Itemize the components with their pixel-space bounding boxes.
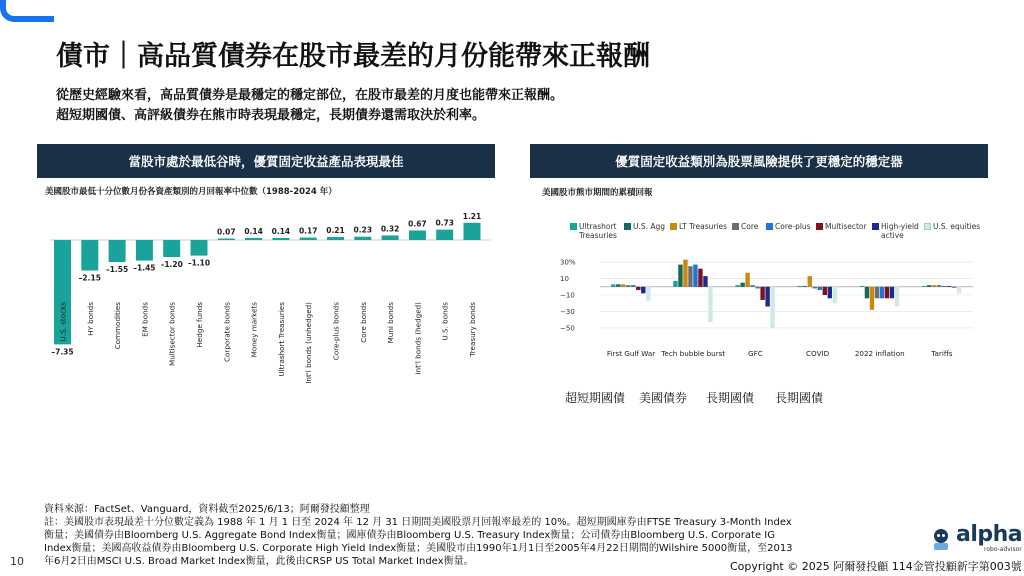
bar: [409, 230, 426, 240]
bar: [631, 285, 635, 287]
bar: [885, 287, 889, 299]
bar: [218, 239, 235, 241]
chart-legend: [570, 222, 990, 244]
category-label: 2022 inflation: [854, 349, 905, 358]
bar: [813, 287, 817, 289]
bond-label-long-treasury-2: 長期國債: [775, 391, 824, 405]
legend-swatch: [732, 223, 739, 230]
bar: [354, 237, 371, 240]
bar: [880, 287, 884, 299]
bar: [688, 266, 692, 287]
legend-swatch: [766, 223, 773, 230]
logo-tagline: robo-advisor: [984, 546, 1022, 553]
category-label: Int'l bonds (unhedged): [304, 302, 314, 384]
bar-value-label: 0.07: [217, 227, 236, 237]
bar: [957, 287, 961, 294]
legend-item: Core: [732, 222, 758, 231]
y-tick-label: 10: [560, 275, 569, 284]
bar: [870, 287, 874, 310]
bond-label-us-bonds: 美國債券: [639, 391, 688, 405]
bar: [109, 240, 126, 262]
category-label: U.S. bonds: [440, 302, 450, 341]
bar: [626, 285, 630, 287]
bar: [683, 260, 687, 287]
page-number: 10: [10, 555, 24, 568]
definition-note: 註：美國股市表現最差十分位數定義為 1988 年 1 月 1 日至 2024 年 12 月 31 日期間美國股票月回報率最差的 10%。超短期國庫券由FTSE Treasury 3-Month Index衡量；美國債券由Bloomberg U.S. Aggregate Bond Index衡量；國庫債券由Bloomberg U.S. Treasury Index衡量；公司債券由Bloomberg U.S. Corporate IG Index衡量；美國高收益債券由Bloomberg U.S. Corporate High Yield Index衡量；美國股市由1990年1月1日至2005年4月22日期間的Wilshire 5000衡量，至2013年6月2日由MSCI U.S. Broad Market Index衡量，此後由CRSP US Total Market Index衡量。: [44, 517, 793, 567]
bar: [673, 281, 677, 287]
category-label: U.S. stocks: [58, 302, 68, 342]
bar-value-label: 0.14: [244, 227, 263, 237]
logo-word: alpha: [956, 522, 1023, 547]
bar-value-label: 0.21: [326, 226, 345, 236]
left-panel-header: 當股市處於最低谷時，優質固定收益產品表現最佳: [37, 144, 495, 178]
page-title: 債市｜高品質債券在股市最差的月份能帶來正報酬: [56, 41, 650, 72]
category-label: First Gulf War: [606, 349, 656, 358]
bar: [952, 287, 956, 288]
bond-label-ultrashort: 超短期國債: [565, 391, 626, 405]
bar-value-label: 1.21: [462, 211, 482, 221]
bar-value-label: –1.20: [160, 260, 183, 270]
bar: [765, 287, 769, 307]
bar: [163, 240, 180, 257]
subtitle-line-2: 超短期國債、高評級債券在熊市時表現最穩定，長期債券還需取決於利率。: [56, 108, 486, 123]
category-label: Tech bubble burst: [661, 349, 726, 358]
bar: [922, 286, 926, 287]
right-grouped-bar-chart: [560, 250, 1000, 370]
y-tick-label: −30: [560, 307, 575, 316]
bar-value-label: –7.35: [51, 347, 74, 357]
bar: [693, 265, 697, 287]
category-label: Money markets: [249, 302, 259, 358]
category-label: Hedge funds: [195, 302, 204, 348]
bar: [890, 287, 894, 299]
legend-swatch: [670, 223, 677, 230]
bar: [760, 287, 764, 300]
bar: [703, 276, 707, 287]
right-panel-subheader: 美國股市熊市期間的累積回報: [542, 188, 653, 198]
category-label: GFC: [748, 349, 763, 358]
bar: [611, 284, 615, 286]
bar: [300, 238, 317, 240]
bar-value-label: –1.45: [133, 263, 156, 273]
bar: [798, 286, 802, 287]
bar-value-label: 0.14: [271, 227, 291, 237]
corner-accent: [0, 0, 54, 22]
category-label: COVID: [806, 349, 830, 358]
bar: [745, 273, 749, 287]
bar: [818, 287, 822, 290]
source-note: 資料來源：FactSet、Vanguard，資料截至2025/6/13；阿爾發投顧整理: [44, 504, 370, 515]
category-label: Int'l bonds (hedged): [413, 302, 423, 375]
category-label: Corporate bonds: [222, 302, 232, 363]
bond-label-long-treasury: 長期國債: [706, 391, 755, 405]
bar: [641, 287, 645, 294]
bar: [191, 240, 208, 256]
legend-item: LT Treasuries: [670, 222, 727, 231]
left-panel-subheader: 美國股市最低十分位數月份各資產類別的月回報率中位數（1988-2024 年）: [45, 187, 337, 197]
y-tick-label: −10: [560, 291, 575, 300]
bar: [937, 285, 941, 287]
legend-item: U.S. equities: [924, 222, 980, 231]
bar-value-label: –2.15: [78, 273, 101, 283]
bar: [698, 269, 702, 287]
bar: [755, 287, 759, 289]
category-label: Core bonds: [358, 302, 368, 343]
legend-item: High-yield active: [872, 222, 924, 240]
bar: [708, 287, 712, 322]
bar: [947, 286, 951, 287]
bar: [860, 286, 864, 287]
bar: [272, 238, 289, 240]
bar: [932, 285, 936, 287]
bar: [382, 235, 399, 240]
bar-value-label: 0.73: [435, 218, 454, 228]
bar: [828, 287, 832, 299]
bar: [865, 287, 869, 299]
bar: [803, 286, 807, 287]
bar: [678, 265, 682, 287]
bar: [927, 285, 931, 287]
bar-value-label: 0.23: [353, 225, 373, 235]
robot-icon: [928, 526, 954, 552]
bar: [770, 287, 774, 328]
legend-item: U.S. Agg: [624, 222, 665, 231]
bar: [750, 285, 754, 287]
legend-swatch: [624, 223, 631, 230]
bar: [636, 287, 640, 290]
bar: [436, 230, 453, 240]
bar: [646, 287, 650, 301]
category-label: Treasury bonds: [468, 302, 477, 357]
bar: [327, 237, 344, 240]
legend-item: Core-plus: [766, 222, 811, 231]
bar: [942, 286, 946, 287]
bar: [464, 223, 481, 240]
bar: [740, 283, 744, 287]
legend-swatch: [924, 223, 931, 230]
y-tick-label: 30%: [560, 258, 576, 267]
alpha-logo: [928, 522, 1023, 556]
legend-swatch: [872, 223, 879, 230]
right-panel-header: 優質固定收益類別為股票風險提供了更穩定的穩定器: [530, 144, 988, 178]
legend-swatch: [570, 223, 577, 230]
bar: [735, 285, 739, 287]
legend-swatch: [816, 223, 823, 230]
category-label: Multisector bonds: [167, 302, 177, 366]
category-label: Commodities: [113, 302, 123, 350]
bar: [245, 238, 262, 240]
bar: [81, 240, 98, 271]
bar-value-label: 0.32: [380, 224, 400, 234]
category-label: HY bonds: [85, 302, 95, 336]
bar: [875, 287, 879, 299]
y-tick-label: −50: [560, 324, 575, 333]
bar: [621, 284, 625, 286]
footnotes: [44, 503, 794, 568]
bar: [833, 287, 837, 303]
copyright: Copyright © 2025 阿爾發投顧 114金管投顧新字第003號: [730, 560, 1022, 573]
bar: [823, 287, 827, 295]
bar: [808, 276, 812, 287]
category-label: Core-plus bonds: [331, 302, 341, 361]
category-label: EM bonds: [140, 302, 150, 337]
legend-item: Multisector: [816, 222, 867, 231]
legend-item: Ultrashort Treasuries: [570, 222, 620, 240]
left-bar-chart: [40, 205, 500, 405]
bar-value-label: 0.67: [408, 219, 427, 229]
bar: [895, 287, 899, 307]
category-label: Tariffs: [931, 349, 953, 358]
bar: [136, 240, 153, 261]
bar-value-label: –1.55: [105, 265, 129, 275]
subtitle-line-1: 從歷史經驗來看，高品質債券是最穩定的穩定部位，在股市最差的月度也能帶來正報酬。: [56, 88, 564, 103]
bar-value-label: –1.10: [187, 258, 211, 268]
category-label: Muni bonds: [386, 302, 396, 344]
bar: [616, 284, 620, 286]
category-label: Ultrashort Treasuries: [276, 302, 286, 377]
bar-value-label: 0.17: [298, 226, 318, 236]
